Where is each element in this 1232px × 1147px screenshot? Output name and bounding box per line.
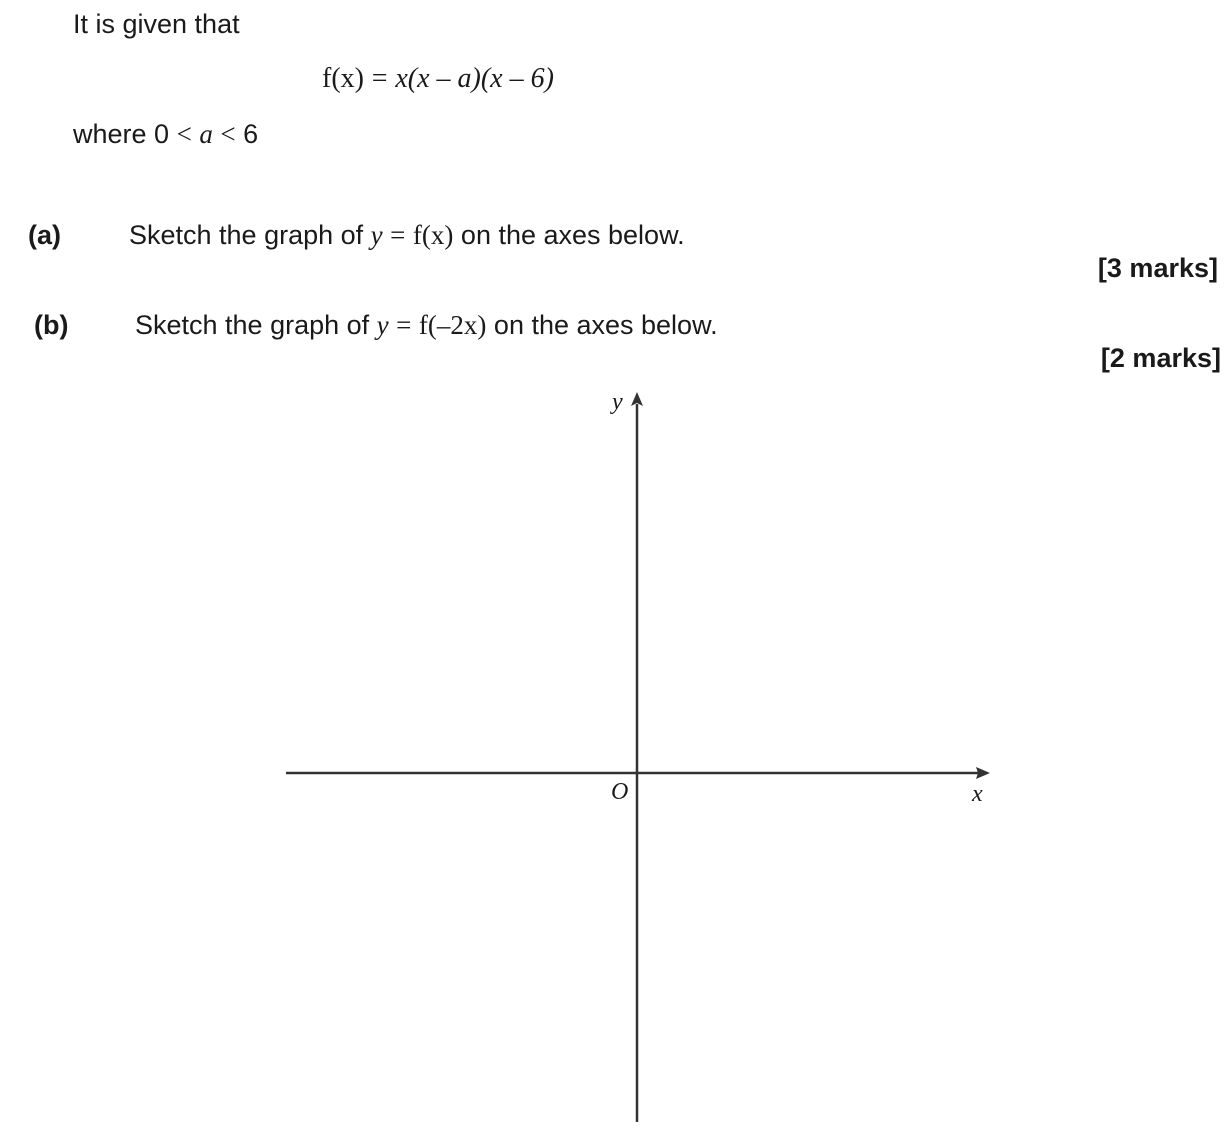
x-axis-arrow-icon [976, 767, 990, 779]
part-b-y: y [376, 310, 389, 340]
condition-lt-1: < [176, 119, 192, 149]
equation-rhs: x(x – a)(x – 6) [395, 63, 554, 94]
condition-prefix: where 0 [73, 119, 170, 149]
intro-text: It is given that [73, 9, 240, 39]
condition-suffix: 6 [243, 119, 259, 149]
part-b-text-before: Sketch the graph of [135, 310, 370, 340]
y-axis-label: y [612, 389, 623, 415]
part-b-marks: [2 marks] [1100, 343, 1221, 373]
condition-var: a [199, 119, 213, 149]
equation-equals: = [371, 63, 388, 94]
part-a-func: f(x) [412, 220, 454, 250]
part-a-equals: = [390, 220, 406, 250]
x-axis-label: x [972, 781, 983, 807]
part-a-marks: [3 marks] [1097, 253, 1218, 283]
equation-lhs: f(x) [322, 63, 364, 94]
part-a-text-after: on the axes below. [460, 220, 685, 250]
part-a-text-before: Sketch the graph of [129, 220, 364, 250]
part-a-label: (a) [28, 220, 61, 250]
part-a-y: y [370, 220, 383, 250]
origin-label: O [611, 779, 629, 805]
condition-lt-2: < [220, 119, 236, 149]
part-b-func: f(–2x) [418, 310, 487, 340]
part-b-label: (b) [34, 310, 69, 340]
part-b-equals: = [396, 310, 412, 340]
y-axis-arrow-icon [631, 392, 643, 406]
part-b-text-after: on the axes below. [493, 310, 718, 340]
